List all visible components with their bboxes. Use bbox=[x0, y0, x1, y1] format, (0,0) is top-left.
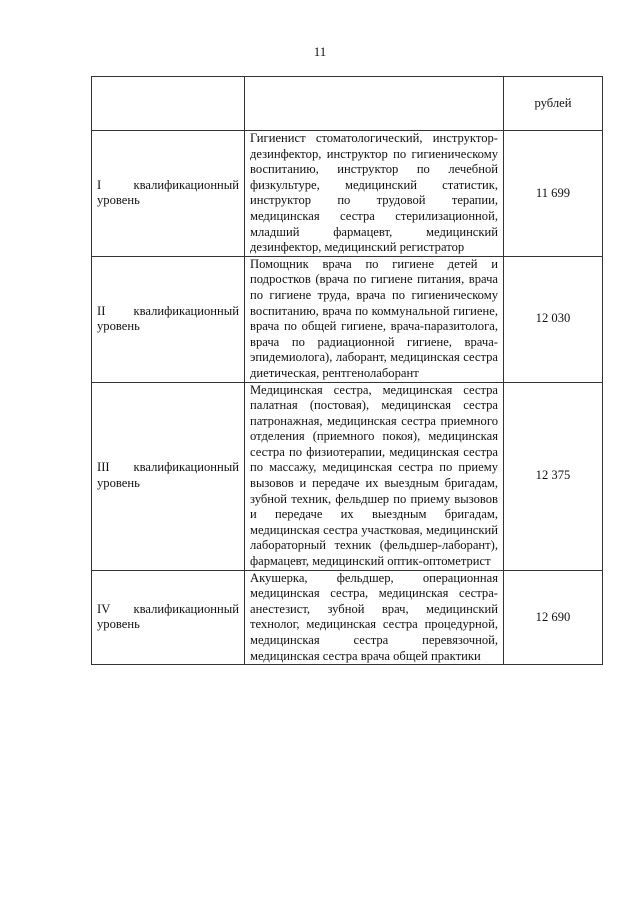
positions-list: Гигиенист стоматологический, инструктор-дезинфектор, инструктор по гигиеническому воспитанию, инструктор по лечебной физкультуре, медицинский статистик, инструктор по трудовой терапии, медицинская сестра стерилизационной, младший фармацевт, медицинский дезинфектор, медицинский регистратор bbox=[245, 131, 504, 257]
table-header-row bbox=[92, 77, 603, 131]
positions-list: Акушерка, фельдшер, операционная медицинская сестра, медицинская сестра-анестезист, зубной врач, медицинский технолог, медицинская сестра процедурной, медицинская сестра перевязочной, медицинская сестра врача общей практики bbox=[245, 570, 504, 665]
qualification-level: II квалификационный уровень bbox=[92, 256, 245, 382]
qualification-level: III квалификационный уровень bbox=[92, 382, 245, 570]
salary-amount: 12 030 bbox=[504, 256, 603, 382]
qualification-level: IV квалификационный уровень bbox=[92, 570, 245, 665]
salary-amount: 11 699 bbox=[504, 131, 603, 257]
table-row bbox=[92, 382, 603, 570]
table-row bbox=[92, 256, 603, 382]
salary-table bbox=[91, 76, 603, 665]
table-row bbox=[92, 570, 603, 665]
positions-list: Помощник врача по гигиене детей и подростков (врача по гигиене питания, врача по гигиене труда, врача по гигиеническому воспитанию, врача по коммунальной гигиене, врача по общей гигиене, врача-паразитолога, врача по радиационной гигиене, врача-эпидемиолога), лаборант, медицинская сестра диетическая, рентгенолаборант bbox=[245, 256, 504, 382]
page-number: 11 bbox=[313, 44, 327, 59]
qualification-level: I квалификационный уровень bbox=[92, 131, 245, 257]
salary-amount: 12 690 bbox=[504, 570, 603, 665]
table-row bbox=[92, 131, 603, 257]
header-cell-level bbox=[92, 77, 245, 131]
salary-amount: 12 375 bbox=[504, 382, 603, 570]
header-cell-unit: рублей bbox=[504, 77, 603, 131]
positions-list: Медицинская сестра, медицинская сестра палатная (постовая), медицинская сестра патронажная, медицинская сестра приемного отделения (приемного покоя), медицинская сестра по физиотерапии, медицинская сестра по массажу, медицинская сестра по приему вызовов и передаче их выездным бригадам, зубной техник, фельдшер по приему вызовов и передаче их выездным бригадам, медицинская сестра участковая, медицинский лабораторный техник (фельдшер-лаборант), фармацевт, медицинский оптик-оптометрист bbox=[245, 382, 504, 570]
header-cell-positions bbox=[245, 77, 504, 131]
